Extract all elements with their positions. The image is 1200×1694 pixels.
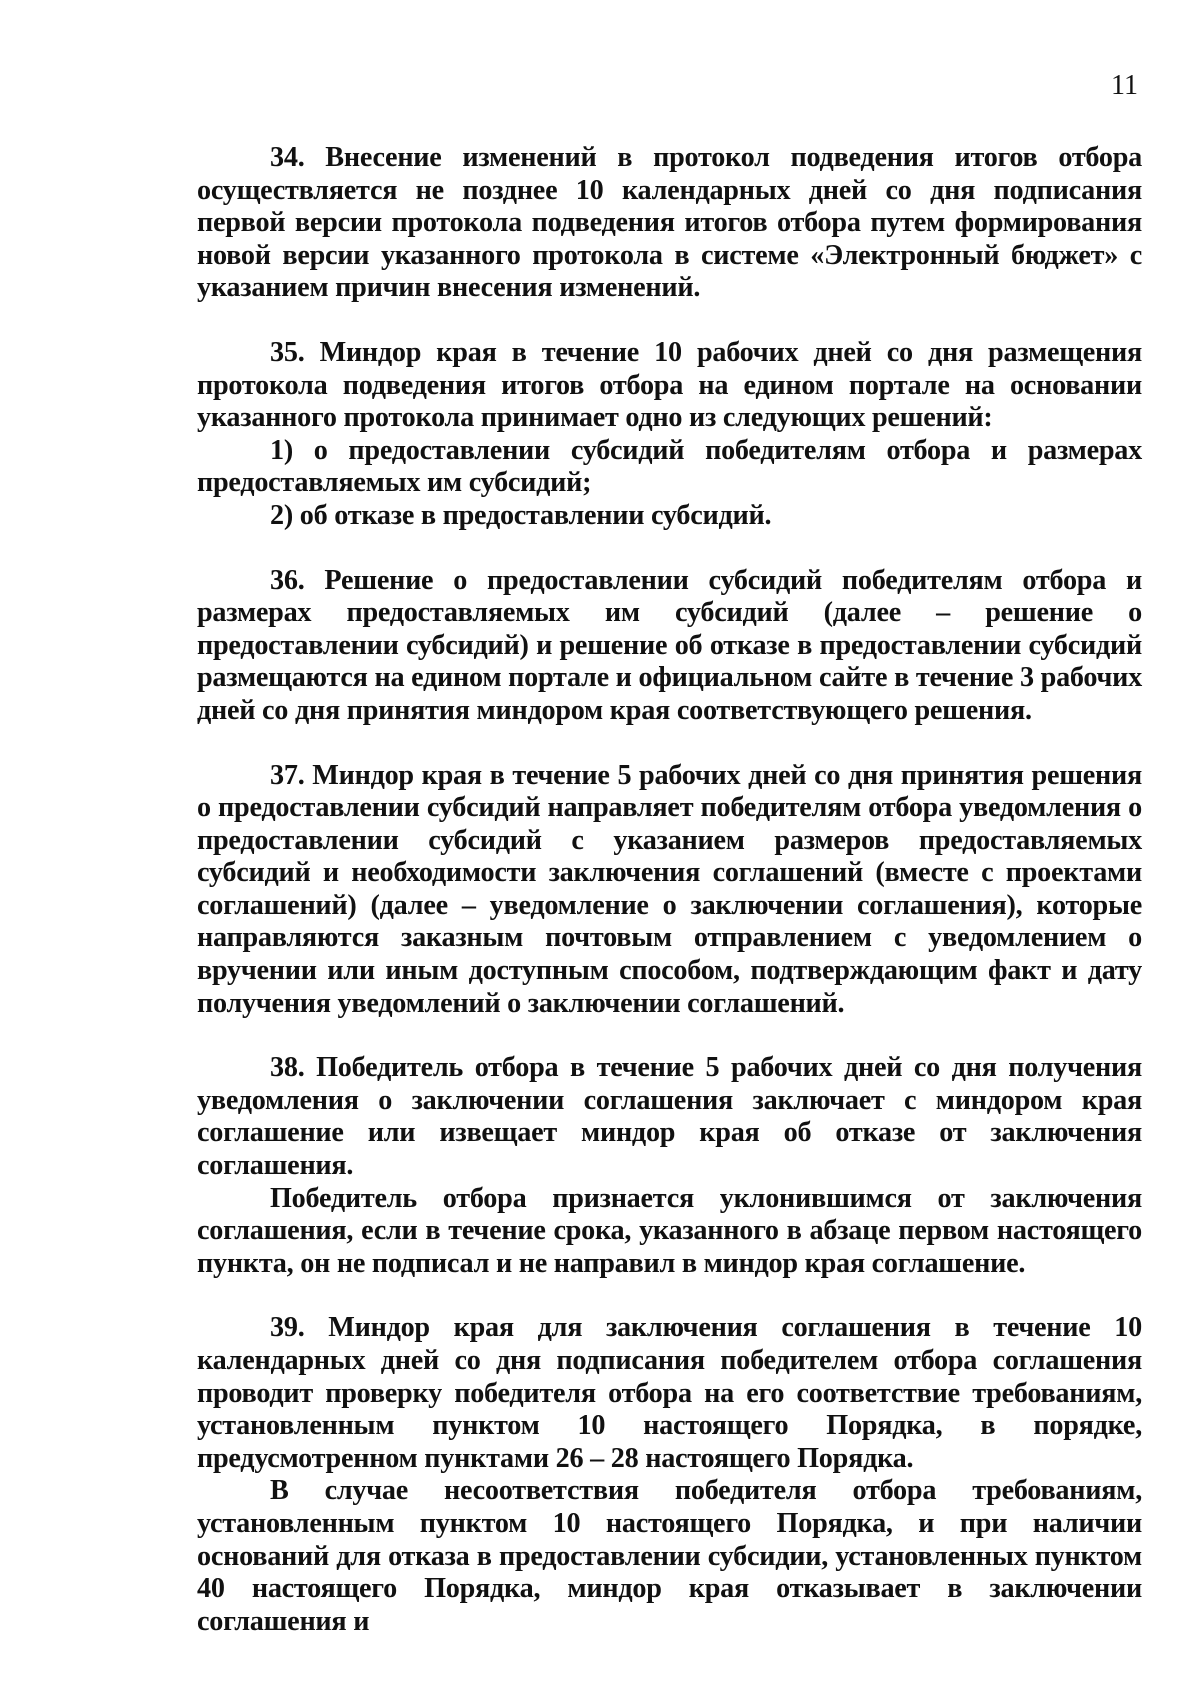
paragraph-39-second: В случае несоответствия победителя отбора требованиям, установленным пунктом 10 настоящего Порядка, и при наличии оснований для отказа в предоставлении субсидии, установленных пунктом 40 настоящего Порядка, миндор края отказывает в заключении соглашения и (197, 1475, 1142, 1637)
paragraph-39: 39. Миндор края для заключения соглашения в течение 10 календарных дней со дня подписания победителем отбора соглашения проводит проверку победителя отбора на его соответствие требованиям, установленным пунктом 10 настоящего Порядка, в порядке, предусмотренном пунктами 26 – 28 настоящего Порядка. (197, 1312, 1142, 1474)
paragraph-34: 34. Внесение изменений в протокол подведения итогов отбора осуществляется не позднее 10 календарных дней со дня подписания первой версии протокола подведения итогов отбора путем формирования новой версии указанного протокола в системе «Электронный бюджет» с указанием причин внесения изменений. (197, 142, 1142, 304)
page-number: 11 (1111, 70, 1138, 101)
paragraph-38: 38. Победитель отбора в течение 5 рабочих дней со дня получения уведомления о заключении соглашения заключает с миндором края соглашение или извещает миндор края об отказе от заключения соглашения. (197, 1052, 1142, 1182)
paragraph-36: 36. Решение о предоставлении субсидий победителям отбора и размерах предоставляемых им субсидий (далее – решение о предоставлении субсидий) и решение об отказе в предоставлении субсидий размещаются на едином портале и официальном сайте в течение 3 рабочих дней со дня принятия миндором края соответствующего решения. (197, 564, 1142, 726)
paragraph-35-item-1: 1) о предоставлении субсидий победителям отбора и размерах предоставляемых им субсидий; (197, 434, 1142, 499)
document-body (197, 142, 1142, 1638)
paragraph-37: 37. Миндор края в течение 5 рабочих дней со дня принятия решения о предоставлении субсидий направляет победителям отбора уведомления о предоставлении субсидий с указанием размеров предоставляемых субсидий и необходимости заключения соглашений (вместе с проектами соглашений) (далее – уведомление о заключении соглашения), которые направляются заказным почтовым отправлением с уведомлением о вручении или иным доступным способом, подтверждающим факт и дату получения уведомлений о заключении соглашений. (197, 759, 1142, 1019)
paragraph-35-item-2: 2) об отказе в предоставлении субсидий. (270, 499, 772, 531)
paragraph-35: 35. Миндор края в течение 10 рабочих дней со дня размещения протокола подведения итогов отбора на едином портале на основании указанного протокола принимает одно из следующих решений: (197, 336, 1142, 434)
paragraph-38-second: Победитель отбора признается уклонившимся от заключения соглашения, если в течение срока, указанного в абзаце первом настоящего пункта, он не подписал и не направил в миндор края соглашение. (197, 1182, 1142, 1279)
